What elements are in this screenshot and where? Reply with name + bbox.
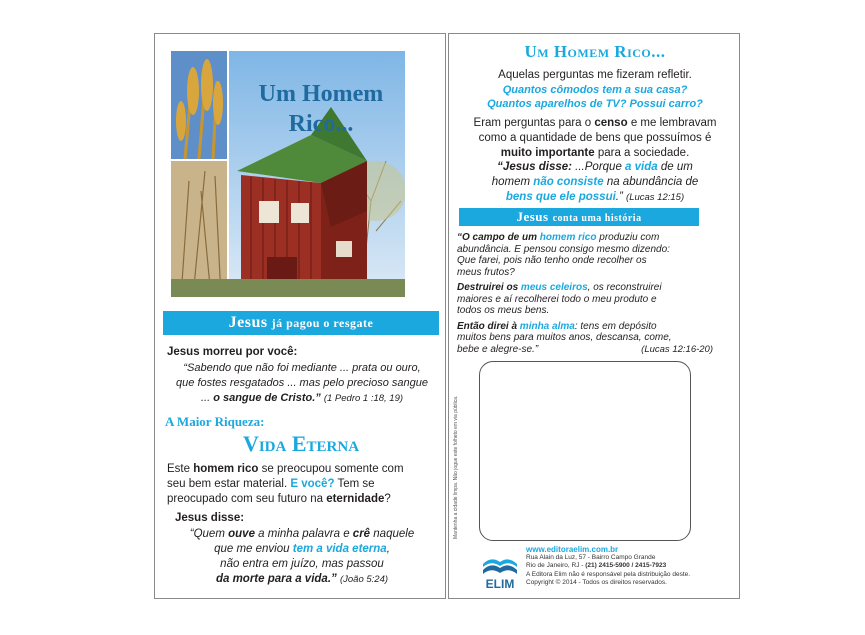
quote-text: ... (200, 392, 211, 404)
quote-bold: o sangue de Cristo.” (213, 392, 321, 404)
text-bold: censo (594, 117, 628, 129)
text: Tem se (337, 478, 375, 490)
text: abundância. E pensou consigo mesmo dizendo: (457, 243, 670, 255)
text: , os reconstruirei (587, 282, 662, 293)
text-highlight: a vida (625, 161, 658, 173)
text: na abundância de (606, 176, 699, 188)
elim-logo (479, 546, 521, 590)
banner-jesus-story (459, 208, 699, 226)
section-kicker: A Maior Riqueza: (165, 414, 265, 429)
text: “Quem (189, 528, 225, 540)
text: para a sociedade. (597, 147, 690, 159)
banner-strong: Jesus (228, 314, 268, 331)
text-bold: crê (352, 528, 371, 540)
text-highlight: homem rico (539, 232, 597, 243)
verse-ref: (Lucas 12:15) (626, 192, 685, 203)
question-1: Quantos cômodos tem a sua casa? (502, 84, 688, 96)
text-highlight: não consiste (533, 176, 604, 188)
text: ? (384, 493, 391, 505)
text: não entra em juízo, mas passou (220, 558, 384, 570)
text-bold: muito importante (500, 147, 595, 159)
rich-man-paragraph (167, 462, 439, 507)
text: produziu com (599, 232, 660, 243)
text: maiores e aí recolherei todo o meu produto e (457, 293, 657, 305)
verse-ref: (Lucas 12:16-20) (641, 343, 713, 355)
text-bold: Então direi à (457, 320, 518, 332)
text-bold: da morte para a vida.” (215, 573, 337, 585)
parable-text (457, 232, 737, 355)
verse-ref: (1 Pedro 1 :18, 19) (323, 393, 404, 404)
publisher-url[interactable]: www.editoraelim.com.br (526, 545, 619, 554)
text-highlight: minha alma (519, 320, 575, 332)
address-line: Rio de Janeiro, RJ - (526, 562, 584, 570)
text: Este (167, 463, 191, 475)
text-highlight: E você? (290, 478, 335, 490)
text: : tens em depósito (574, 320, 657, 332)
verse-ref: (João 5:24) (339, 574, 389, 585)
text-highlight: meus celeiros (520, 282, 588, 293)
text-bold: “O campo de um (457, 232, 538, 243)
text: Que farei, pois não tenho onde recolher os (457, 255, 647, 266)
text: como a quantidade de bens que possuímos é (478, 132, 712, 144)
question-2: Quantos aparelhos de TV? Possui carro? (487, 98, 703, 110)
quote-line: que fostes resgatados ... mas pelo precioso sangue (176, 377, 428, 389)
text: , (386, 543, 390, 555)
publisher-info (526, 546, 726, 587)
text: meus frutos? (457, 266, 515, 278)
address-line: Rua Alain da Luz, 57 - Bairro Campo Grande (526, 554, 656, 562)
quote-line: “Sabendo que não foi mediante ... prata ou ouro, (183, 362, 421, 374)
banner-jesus-paid (163, 311, 439, 335)
text-bold: eternidade (326, 493, 385, 505)
text: muitos bens para muitos anos, descansa, come, (457, 332, 672, 343)
text: de um (660, 161, 693, 173)
text: seu bem estar material. (167, 478, 288, 490)
intro-line: Aquelas perguntas me fizeram refletir. (498, 69, 692, 81)
cover-title-line1: Um Homem (258, 81, 384, 107)
text-bold: homem rico (193, 463, 259, 475)
tract-back-panel (448, 33, 740, 599)
text: todos os meus bens. (457, 305, 550, 316)
text: bebe e alegre-se.” (457, 343, 539, 355)
quote-luke-12-15 (449, 160, 741, 205)
census-paragraph (449, 116, 741, 161)
logo-text: ELIM (485, 577, 515, 590)
text-bold: Destruirei os (457, 282, 519, 293)
cover-title (241, 79, 401, 139)
section-heading: Jesus morreu por você: (167, 346, 298, 358)
text-highlight: bens que ele possui (505, 191, 616, 203)
text: naquele (373, 528, 415, 540)
disclaimer: A Editora Elim não é responsável pela distribuição deste. (526, 570, 691, 578)
vertical-note: Mantenha a cidade limpa. Não jogue este folheto em via pública. (453, 395, 459, 539)
text: e me lembravam (630, 117, 717, 129)
text: que me enviou (214, 543, 290, 555)
copyright: Copyright © 2014 - Todos os direitos reservados. (526, 578, 667, 586)
text-bold: “Jesus disse: (497, 161, 572, 173)
text: Eram perguntas para o (473, 117, 592, 129)
text: preocupado com seu futuro na (167, 493, 323, 505)
text: .” (615, 191, 623, 203)
quote-peter (161, 361, 443, 406)
section-title: Vida Eterna (242, 431, 360, 456)
back-title: Um Homem Rico... (524, 42, 666, 61)
banner-rest: já pagou o resgate (271, 316, 374, 330)
tract-front-panel (154, 33, 446, 599)
text: se preocupou somente com (261, 463, 404, 475)
text: ...Porque (575, 161, 622, 173)
text-bold: ouve (228, 528, 255, 540)
phone: (21) 2415-5900 / 2415-7923 (585, 562, 667, 570)
banner-strong: Jesus (516, 209, 549, 224)
quote-john (161, 527, 443, 587)
jesus-said-label: Jesus disse: (175, 512, 245, 524)
text-highlight: tem a vida eterna (292, 543, 387, 555)
cover-title-line2: Rico... (288, 111, 354, 137)
text: homem (491, 176, 531, 188)
stamp-blank-box (479, 361, 691, 541)
text: a minha palavra e (258, 528, 350, 540)
barn-cover-image (171, 51, 405, 297)
banner-rest: conta uma história (552, 213, 642, 224)
